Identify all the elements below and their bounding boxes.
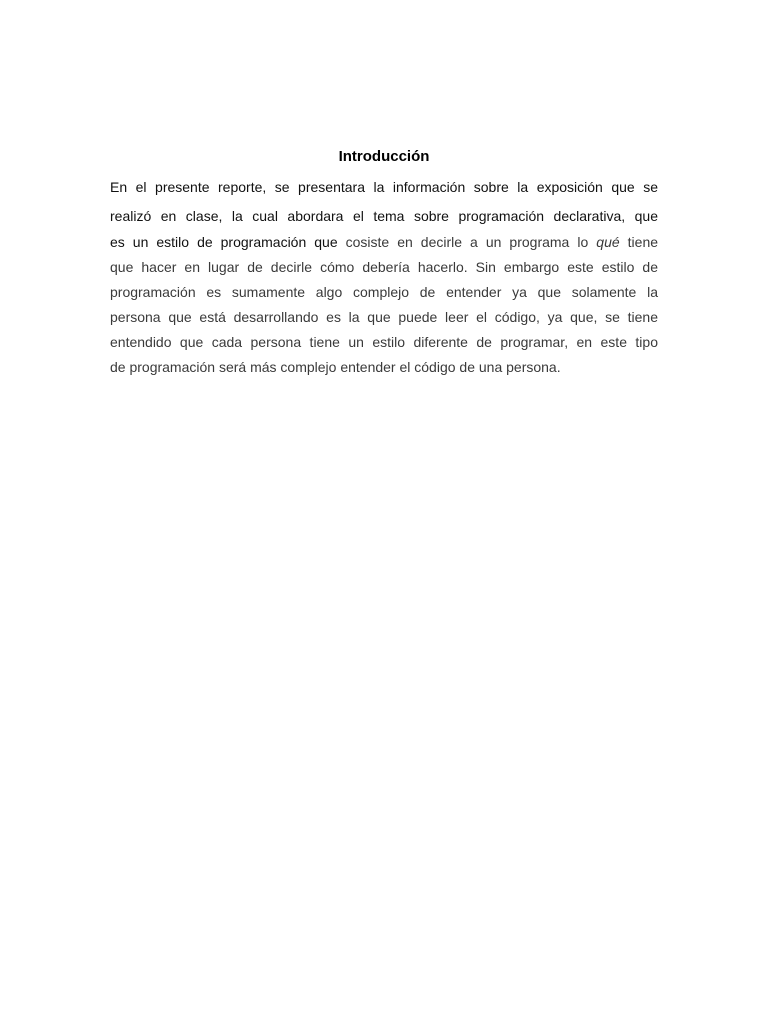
paragraph-line (110, 233, 658, 251)
paragraph-text-segment: cosiste en decirle a un programa lo (345, 234, 589, 250)
paragraph-text-segment: tiene (627, 234, 659, 250)
emphasized-word: qué (596, 234, 620, 250)
paragraph-text-segment: es un estilo de programación que (110, 234, 338, 250)
paragraph-line: realizó en clase, la cual abordara el tema sobre programación declarativa, que (110, 208, 658, 224)
paragraph-line: persona que está desarrollando es la que puede leer el código, ya que, se tiene (110, 309, 658, 325)
paragraph-line: En el presente reporte, se presentara la información sobre la exposición que se (110, 179, 658, 195)
paragraph-line: que hacer en lugar de decirle cómo debería hacerlo. Sin embargo este estilo de (110, 259, 658, 275)
paragraph-line: entendido que cada persona tiene un estilo diferente de programar, en este tipo (110, 334, 658, 350)
page-title: Introducción (338, 148, 430, 165)
paragraph-line: programación es sumamente algo complejo de entender ya que solamente la (110, 284, 658, 300)
paragraph-line: de programación será más complejo entender el código de una persona. (110, 359, 561, 375)
